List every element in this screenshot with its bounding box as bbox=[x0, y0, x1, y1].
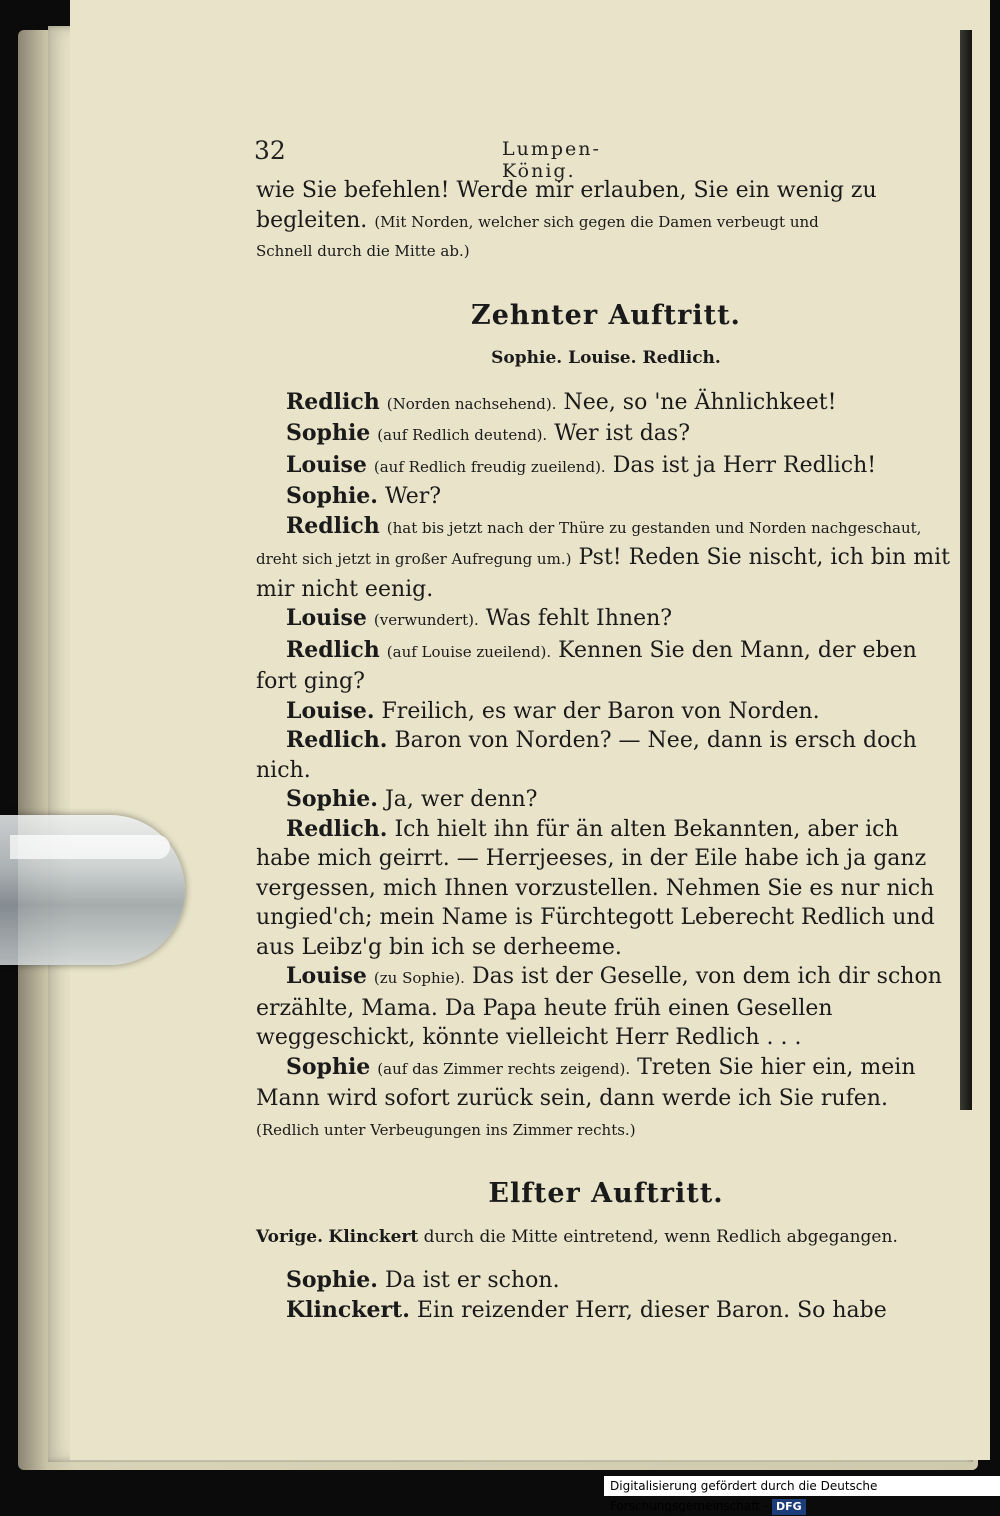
speaker: Klinckert. bbox=[286, 1296, 410, 1323]
speaker: Louise. bbox=[286, 697, 375, 724]
speech: Da ist er schon. bbox=[384, 1268, 560, 1293]
footer-credit bbox=[604, 1476, 1000, 1513]
stage-direction: (hat bis jetzt nach der Thüre zu gestanden und Norden nachgeschaut, dreht sich jetzt in großer Aufregung um.) bbox=[256, 518, 922, 568]
speaker: Louise bbox=[286, 605, 367, 631]
speech: Ein reizender Herr, dieser Baron. So habe bbox=[416, 1297, 887, 1323]
persons-label: Vorige. bbox=[256, 1226, 324, 1247]
dialogue bbox=[256, 726, 956, 785]
speech: Pst! Reden Sie nischt, ich bin mit mir nicht eenig. bbox=[256, 545, 950, 602]
stage-direction: (Redlich unter Verbeugungen ins Zimmer rechts.) bbox=[256, 1120, 636, 1139]
stage-direction: (auf Louise zueilend). bbox=[386, 642, 552, 661]
scene-persons: Sophie. Louise. Redlich. bbox=[491, 348, 721, 368]
stage-direction: (verwundert). bbox=[373, 611, 479, 629]
glass-clip-highlight bbox=[10, 835, 170, 859]
speech: Kennen Sie den Mann, der eben fort ging? bbox=[256, 637, 917, 694]
page-edge-shadow bbox=[960, 30, 972, 1110]
speech: Wer ist das? bbox=[554, 421, 690, 446]
speaker: Redlich. bbox=[286, 815, 388, 842]
dialogue bbox=[256, 388, 956, 420]
speaker: Sophie. bbox=[286, 483, 378, 509]
speech: Was fehlt Ihnen? bbox=[485, 606, 673, 631]
stage-direction: (zu Sophie). bbox=[373, 969, 465, 987]
dialogue bbox=[256, 1266, 956, 1296]
stage-direction: (Norden nachsehend). bbox=[386, 394, 557, 413]
speaker: Sophie bbox=[286, 1053, 371, 1080]
stage-direction: (auf Redlich freudig zueilend). bbox=[373, 457, 606, 476]
speech: Ich hielt ihn für än alten Bekannten, aber ich habe mich geirrt. — Herrjeeses, in der Eile habe ich ja ganz vergessen, mich Ihnen vorzustellen. Nehmen Sie es nur nich ungied'ch; mein Name is Fürchtegott Leberecht Redlich und aus Leibz'g bin ich se derheeme. bbox=[256, 816, 935, 960]
dialogue bbox=[256, 636, 956, 697]
speaker: Redlich. bbox=[286, 727, 388, 753]
speech: Treten Sie hier ein, mein Mann wird sofort zurück sein, dann werde ich Sie rufen. bbox=[256, 1054, 916, 1111]
speaker: Redlich bbox=[286, 636, 380, 663]
scene-heading: Elfter Auftritt. bbox=[488, 1178, 724, 1209]
scene-heading: Zehnter Auftritt. bbox=[471, 299, 741, 331]
page-text bbox=[256, 176, 956, 1325]
scene-persons bbox=[256, 1223, 956, 1253]
speaker: Louise bbox=[286, 963, 367, 989]
stage-direction: (Mit Norden, welcher sich gegen die Damen verbeugt und bbox=[374, 212, 819, 231]
speaker: Sophie. bbox=[286, 786, 378, 812]
speech: Baron von Norden? — Nee, dann is ersch doch nich. bbox=[256, 728, 917, 783]
running-title: Lumpen-König. bbox=[502, 138, 601, 182]
dialogue bbox=[256, 815, 956, 963]
dialogue bbox=[256, 419, 956, 451]
speech: Ja, wer denn? bbox=[384, 787, 538, 812]
dialogue bbox=[256, 1053, 956, 1146]
speaker: Redlich bbox=[286, 512, 380, 539]
page-number: 32 bbox=[254, 136, 286, 165]
footer-text: Digitalisierung gefördert durch die Deutsche Forschungsgemeinschaft - bbox=[610, 1479, 878, 1513]
dialogue bbox=[256, 1296, 956, 1326]
page-header bbox=[254, 136, 674, 182]
text-line bbox=[256, 206, 956, 238]
speech: Das ist der Geselle, von dem ich dir schon erzählte, Mama. Da Papa heute früh einen Gesellen weggeschickt, könnte vielleicht Herr Redlich . . . bbox=[256, 964, 942, 1050]
dialogue bbox=[256, 697, 956, 727]
stage-direction: (auf das Zimmer rechts zeigend). bbox=[377, 1059, 631, 1078]
dialogue bbox=[256, 604, 956, 636]
dialogue bbox=[256, 451, 956, 483]
dialogue bbox=[256, 785, 956, 815]
dialogue bbox=[256, 962, 956, 1053]
dialogue bbox=[256, 482, 956, 512]
text-line: wie Sie befehlen! Werde mir erlauben, Sie ein wenig zu bbox=[256, 178, 877, 203]
stage-direction: durch die Mitte eintretend, wenn Redlich abgegangen. bbox=[423, 1226, 898, 1247]
speech: Freilich, es war der Baron von Norden. bbox=[381, 698, 820, 724]
text-fragment: begleiten. bbox=[256, 207, 368, 233]
speech: Nee, so 'ne Ähnlichkeet! bbox=[563, 389, 837, 415]
speaker: Louise bbox=[286, 451, 367, 478]
dfg-logo: DFG bbox=[772, 1499, 806, 1515]
speaker: Redlich bbox=[286, 388, 380, 415]
speech: Wer? bbox=[384, 484, 442, 509]
speaker: Sophie. bbox=[286, 1267, 378, 1293]
stage-direction: (auf Redlich deutend). bbox=[377, 426, 548, 444]
stage-direction: Schnell durch die Mitte ab.) bbox=[256, 242, 470, 260]
speech: Das ist ja Herr Redlich! bbox=[612, 452, 877, 478]
dialogue bbox=[256, 512, 956, 605]
persons-name: Klinckert bbox=[328, 1226, 419, 1247]
speaker: Sophie bbox=[286, 420, 371, 446]
